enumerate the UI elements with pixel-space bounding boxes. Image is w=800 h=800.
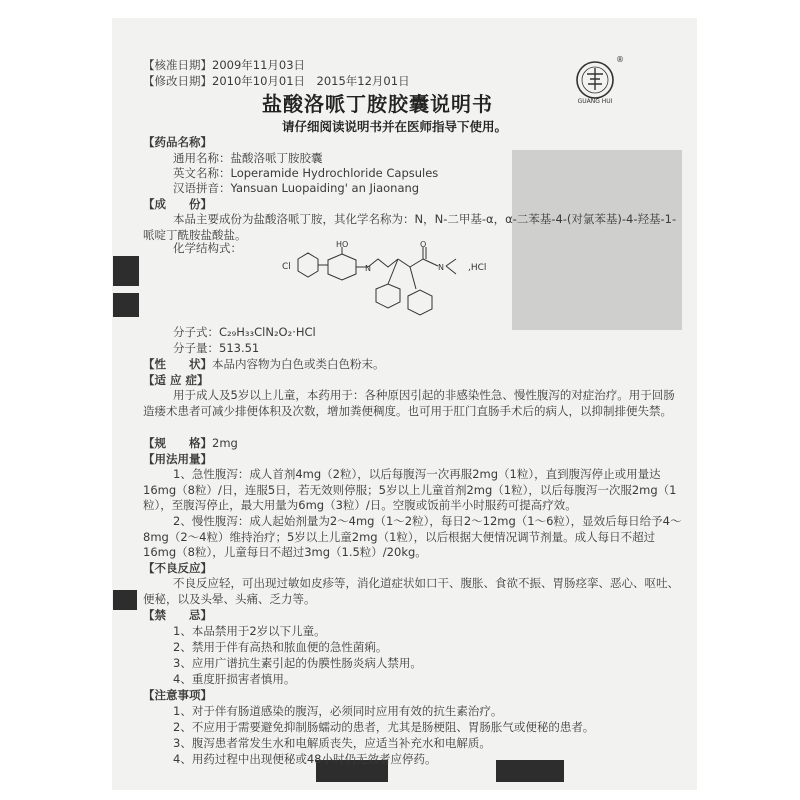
- spec-row: [143, 436, 238, 450]
- english-name: 英文名称：Loperamide Hydrochloride Capsules: [173, 166, 439, 180]
- molecular-formula: 分子式：C₂₉H₃₃ClN₂O₂·HCl: [173, 325, 316, 339]
- composition-text: 本品主要成份为盐酸洛哌丁胺，其化学名称为：N，N-二甲基-α，α-二苯基-4-(对氯苯基)-4-羟基-1-哌啶丁酰胺盐酸盐。: [143, 212, 677, 242]
- approve-date: 【核准日期】2009年11月03日: [143, 58, 306, 72]
- dosage-item-1: 1、急性腹泻：成人首剂4mg（2粒），以后每腹泻一次再服2mg（1粒），直到腹泻停止或用量达16mg（8粒）/日，连服5日，若无效则停服；5岁以上儿童首剂2mg（1粒），以后每腹泻一次服2mg（1粒），至腹泻停止，最大用量为6mg（3粒）/日。空腹或饭前半小时服药可提高疗效。: [143, 467, 677, 512]
- structure-hcl: ,HCl: [468, 263, 487, 273]
- section-heading-spec: 【规 格】: [143, 436, 212, 450]
- section-heading-composition: 【成 份】: [143, 197, 212, 211]
- margin-marker-2: [113, 293, 139, 317]
- contra-item: 4、重度肝损害者慎用。: [173, 672, 296, 686]
- adverse-text: 不良反应轻，可出现过敏如皮疹等，消化道症状如口干、腹胀、食欲不振、胃肠痉挛、恶心、呕吐、便秘，以及头晕、头痛、乏力等。: [143, 576, 679, 606]
- structure-ho: HO: [336, 240, 349, 249]
- precaution-item: 4、用药过程中出现便秘或48小时仍无效者应停药。: [173, 752, 437, 766]
- logo-brand-text: GUANG HUI: [577, 98, 613, 105]
- margin-marker-3: [113, 590, 137, 610]
- margin-marker-1: [113, 256, 139, 286]
- section-heading-contraindications: 【禁 忌】: [143, 608, 212, 622]
- dosage-item-2: 2、慢性腹泻：成人起始剂量为2～4mg（1～2粒），每日2～12mg（1～6粒），显效后每日给予4～8mg（2～4粒）维持治疗；5岁以上儿童2mg（1粒），以后根据大便情况调节剂量。成人每日不超过16mg（8粒），儿童每日不超过3mg（1.5粒）/20kg。: [143, 514, 682, 559]
- section-heading-adverse: 【不良反应】: [143, 561, 212, 575]
- precaution-item: 2、不应用于需要避免抑制肠蠕动的患者，尤其是肠梗阻、胃肠胀气或便秘的患者。: [173, 720, 595, 734]
- character-text: 本品内容物为白色或类白色粉末。: [212, 357, 385, 371]
- section-heading-indications: 【适 应 症】: [143, 373, 209, 387]
- molecular-weight: 分子量：513.51: [173, 341, 260, 355]
- precaution-item: 1、对于伴有肠道感染的腹泻，必须同时应用有效的抗生素治疗。: [173, 704, 503, 718]
- structure-label: 化学结构式：: [173, 241, 242, 255]
- section-heading-precautions: 【注意事项】: [143, 688, 212, 702]
- page-subtitle: 请仔细阅读说明书并在医师指导下使用。: [282, 119, 508, 134]
- structure-n-ring: N: [365, 264, 371, 273]
- structure-o: O: [420, 240, 427, 249]
- section-heading-drug-name: 【药品名称】: [143, 135, 212, 149]
- contra-item: 3、应用广谱抗生素引起的伪膜性肠炎病人禁用。: [173, 656, 422, 670]
- section-heading-dosage: 【用法用量】: [143, 452, 212, 466]
- contra-item: 2、禁用于伴有高热和脓血便的急性菌痢。: [173, 640, 388, 654]
- page-title: 盐酸洛哌丁胺胶囊说明书: [262, 92, 493, 116]
- indications-text: 用于成人及5岁以上儿童，本药用于：各种原因引起的非感染性急、慢性腹泻的对症治疗。用于回肠造瘘术患者可减少排便体积及次数，增加粪便稠度。也可用于肛门直肠手术后的病人，以抑制排便失禁。: [143, 388, 675, 418]
- chemical-structure: [258, 240, 514, 334]
- registered-mark: ®: [616, 55, 624, 64]
- character-row: [143, 357, 385, 371]
- contra-item: 1、本品禁用于2岁以下儿童。: [173, 624, 326, 638]
- precaution-item: 3、腹泻患者常发生水和电解质丧失，应适当补充水和电解质。: [173, 736, 491, 750]
- spec-text: 2mg: [212, 436, 238, 450]
- generic-name: 通用名称：盐酸洛哌丁胺胶囊: [173, 151, 323, 165]
- guanghui-logo: [575, 50, 624, 106]
- pinyin-name: 汉语拼音：Yansuan Luopaiding' an Jiaonang: [173, 181, 420, 195]
- margin-marker-5: [496, 760, 564, 782]
- structure-n-amide: N: [438, 263, 444, 272]
- section-heading-character: 【性 状】: [143, 357, 212, 371]
- structure-cl: Cl: [282, 262, 291, 272]
- revise-date: 【修改日期】2010年10月01日 2015年12月01日: [143, 74, 410, 88]
